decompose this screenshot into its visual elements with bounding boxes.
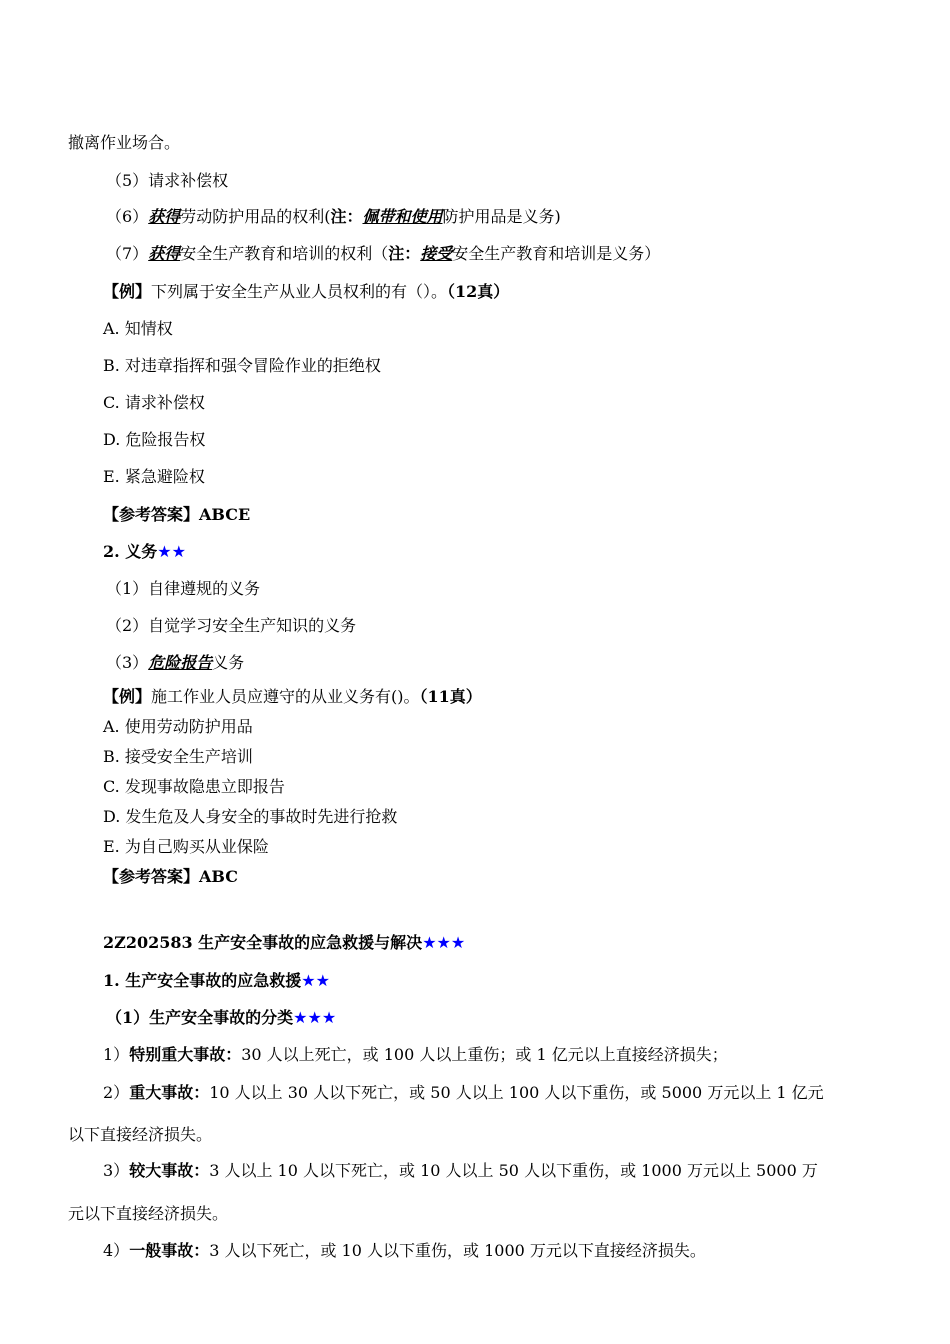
text-run: （5）请求补偿权 [106, 171, 229, 190]
text-run: D. 危险报告权 [103, 430, 206, 449]
text-run: 获得 [148, 207, 181, 226]
text-line [103, 746, 253, 768]
text-line [68, 1203, 228, 1225]
text-line [103, 866, 238, 888]
text-line [103, 932, 465, 954]
text-run: （12真） [447, 282, 510, 301]
text-line [103, 970, 330, 992]
text-run: （2）自觉学习安全生产知识的义务 [106, 616, 357, 635]
star-rating-icon: ★★ [157, 542, 186, 561]
text-run: 以下直接经济损失。 [68, 1125, 213, 1144]
star-rating-icon: ★★★ [293, 1008, 337, 1027]
text-run: A. 使用劳动防护用品 [103, 717, 253, 736]
text-run: （1）自律遵规的义务 [106, 579, 261, 598]
text-run: 【例】 [103, 687, 152, 706]
text-line [68, 132, 180, 154]
text-run: 较大事故： [129, 1161, 210, 1180]
text-run: 一般事故： [129, 1241, 210, 1260]
text-run: 2Z202583 生产安全事故的应急救援与解决 [103, 933, 423, 952]
text-line [103, 1044, 728, 1066]
text-line [103, 686, 482, 708]
text-run: C. 请求补偿权 [103, 393, 205, 412]
text-run: （3） [106, 653, 149, 672]
text-run: （11真） [419, 687, 482, 706]
text-run: 1） [103, 1045, 130, 1064]
text-run: 3 人以下死亡，或 10 人以下重伤，或 1000 万元以下直接经济损失。 [209, 1241, 706, 1260]
text-line [103, 836, 269, 858]
star-rating-icon: ★★★ [422, 933, 466, 952]
text-line [103, 504, 250, 526]
text-run: 【例】 [103, 282, 152, 301]
text-line [103, 1082, 824, 1104]
text-run: 注： [388, 244, 421, 263]
text-run: 获得 [148, 244, 181, 263]
text-run: B. 接受安全生产培训 [103, 747, 253, 766]
text-line [106, 578, 260, 600]
text-line [103, 541, 186, 563]
text-run: 10 人以上 30 人以下死亡，或 50 人以上 100 人以下重伤，或 5000 万元以上 1 亿元 [209, 1083, 824, 1102]
star-rating-icon: ★★ [301, 971, 330, 990]
text-run: 4） [103, 1241, 130, 1260]
text-run: 1. 生产安全事故的应急救援 [103, 971, 302, 990]
text-run: 安全生产教育和培训的权利（ [180, 244, 389, 263]
text-run: 防护用品是义务) [442, 207, 561, 226]
text-line [106, 1007, 336, 1029]
text-run: （6） [106, 207, 149, 226]
text-run: 佩带和使用 [362, 207, 443, 226]
text-run: （1）生产安全事故的分类 [106, 1008, 294, 1027]
text-run: 元以下直接经济损失。 [68, 1204, 229, 1223]
text-run: 注： [330, 207, 363, 226]
text-line [103, 281, 509, 303]
text-line [103, 806, 397, 828]
text-run: 3 人以上 10 人以下死亡，或 10 人以上 50 人以下重伤，或 1000 万元以上 5000 万 [209, 1161, 818, 1180]
text-run: 2. 义务 [103, 542, 158, 561]
text-run: 安全生产教育和培训是义务） [452, 244, 661, 263]
text-line [103, 1240, 706, 1262]
text-run: （7） [106, 244, 149, 263]
text-run: 下列属于安全生产从业人员权利的有（）。 [151, 282, 448, 301]
text-line [103, 429, 205, 451]
text-line [103, 776, 285, 798]
text-run: B. 对违章指挥和强令冒险作业的拒绝权 [103, 356, 381, 375]
text-line [103, 355, 381, 377]
text-run: 30 人以上死亡，或 100 人以上重伤；或 1 亿元以上直接经济损失； [241, 1045, 728, 1064]
text-line [106, 615, 356, 637]
text-run: 【参考答案】ABCE [103, 505, 251, 524]
text-run: C. 发现事故隐患立即报告 [103, 777, 285, 796]
text-line [106, 170, 228, 192]
text-run: 撤离作业场合。 [68, 133, 181, 152]
text-run: 重大事故： [129, 1083, 210, 1102]
text-run: 危险报告 [148, 653, 213, 672]
text-line [103, 1160, 818, 1182]
text-run: 【参考答案】ABC [103, 867, 238, 886]
text-run: 接受 [420, 244, 453, 263]
text-line [106, 206, 561, 228]
text-run: 3） [103, 1161, 130, 1180]
text-run: A. 知情权 [103, 319, 173, 338]
text-line [103, 716, 253, 738]
text-run: E. 为自己购买从业保险 [103, 837, 269, 856]
text-run: D. 发生危及人身安全的事故时先进行抢救 [103, 807, 398, 826]
text-run: E. 紧急避险权 [103, 467, 205, 486]
text-line [68, 1124, 212, 1146]
text-run: 劳动防护用品的权利( [180, 207, 331, 226]
text-run: 义务 [212, 653, 245, 672]
text-line [106, 652, 244, 674]
text-line [103, 466, 205, 488]
text-run: 特别重大事故： [129, 1045, 242, 1064]
text-line [103, 392, 205, 414]
text-line [106, 243, 660, 265]
text-line [103, 318, 173, 340]
text-run: 施工作业人员应遵守的从业义务有()。 [151, 687, 420, 706]
text-run: 2） [103, 1083, 130, 1102]
